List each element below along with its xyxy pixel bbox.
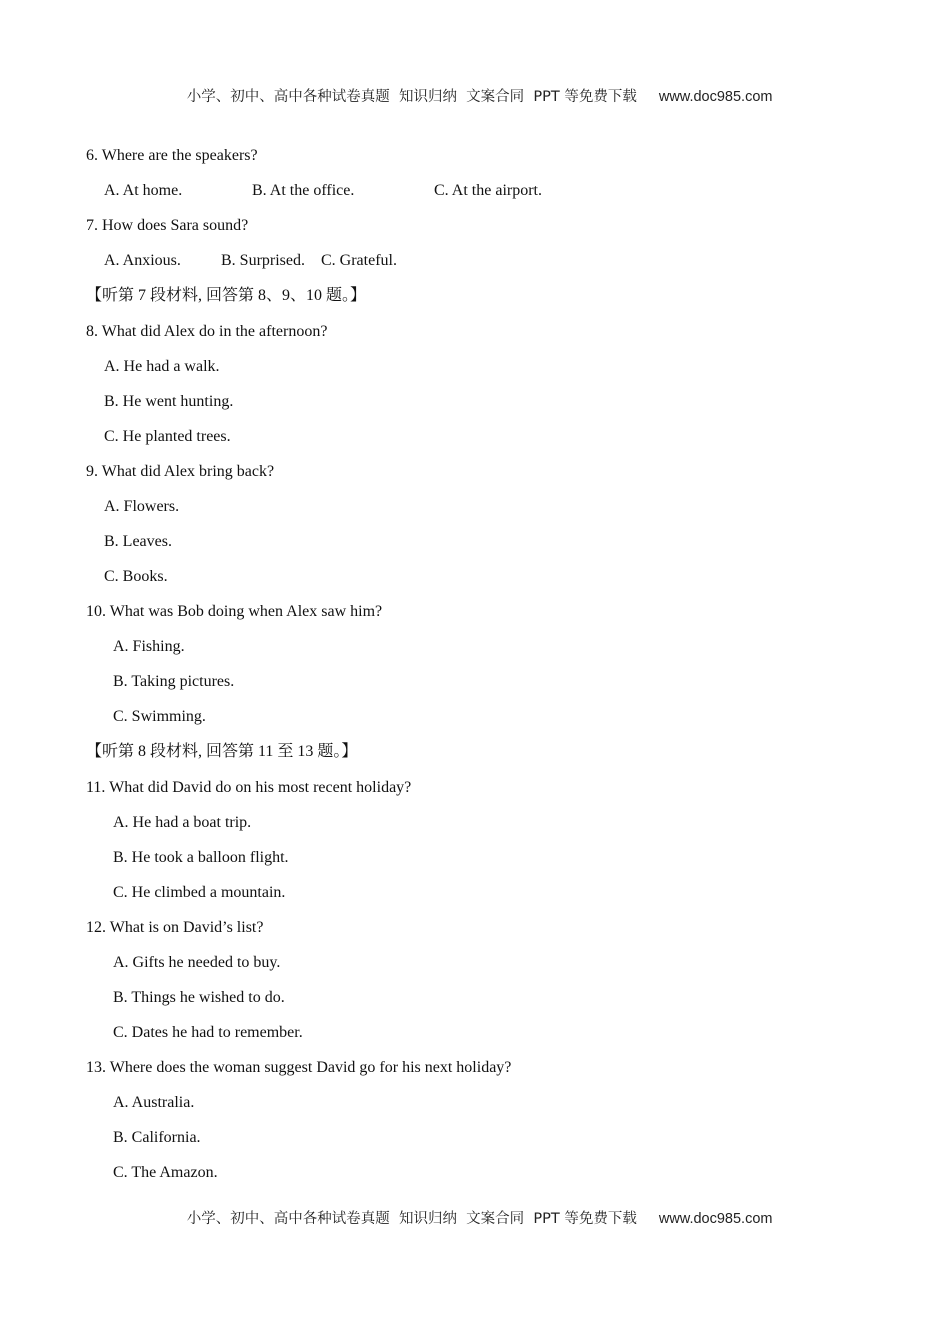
q7-option-a: A. Anxious. xyxy=(104,252,181,269)
q12-option-b: B. Things he wished to do. xyxy=(113,989,285,1006)
question-7: 7. How does Sara sound? xyxy=(86,217,249,234)
q10-option-b: B. Taking pictures. xyxy=(113,673,235,690)
q6-option-a: A. At home. xyxy=(104,182,183,199)
q6-option-c: C. At the airport. xyxy=(434,182,542,199)
question-9: 9. What did Alex bring back? xyxy=(86,463,275,480)
q9-option-a: A. Flowers. xyxy=(104,498,180,515)
q11-option-b: B. He took a balloon flight. xyxy=(113,849,289,866)
q7-option-b: B. Surprised. xyxy=(221,252,305,269)
q8-option-a: A. He had a walk. xyxy=(104,358,220,375)
q13-option-a: A. Australia. xyxy=(113,1094,195,1111)
question-6: 6. Where are the speakers? xyxy=(86,147,258,164)
page-footer xyxy=(0,1191,950,1228)
q9-option-c: C. Books. xyxy=(104,568,168,585)
q12-option-a: A. Gifts he needed to buy. xyxy=(113,954,281,971)
q13-option-b: B. California. xyxy=(113,1129,201,1146)
header-text: 小学、初中、高中各种试卷真题 知识归纳 文案合同 PPT 等免费下载 xyxy=(186,89,637,105)
q11-option-a: A. He had a boat trip. xyxy=(113,814,252,831)
question-8: 8. What did Alex do in the afternoon? xyxy=(86,323,328,340)
footer-text: 小学、初中、高中各种试卷真题 知识归纳 文案合同 PPT 等免费下载 xyxy=(186,1211,637,1227)
header-site-link[interactable]: www.doc985.com xyxy=(658,89,773,105)
q6-option-b: B. At the office. xyxy=(252,182,355,199)
section-8-heading: 【听第 8 段材料, 回答第 11 至 13 题。】 xyxy=(86,743,358,760)
q7-option-c: C. Grateful. xyxy=(321,252,397,269)
q9-option-b: B. Leaves. xyxy=(104,533,172,550)
question-10: 10. What was Bob doing when Alex saw him? xyxy=(86,603,383,620)
page-header xyxy=(0,69,950,106)
q8-option-c: C. He planted trees. xyxy=(104,428,231,445)
question-11: 11. What did David do on his most recent holiday? xyxy=(86,779,412,796)
q12-option-c: C. Dates he had to remember. xyxy=(113,1024,303,1041)
section-7-heading: 【听第 7 段材料, 回答第 8、9、10 题。】 xyxy=(86,287,367,304)
question-12: 12. What is on David’s list? xyxy=(86,919,264,936)
q8-option-b: B. He went hunting. xyxy=(104,393,234,410)
q10-option-c: C. Swimming. xyxy=(113,708,206,725)
q11-option-c: C. He climbed a mountain. xyxy=(113,884,286,901)
q10-option-a: A. Fishing. xyxy=(113,638,185,655)
footer-site-link[interactable]: www.doc985.com xyxy=(658,1211,773,1227)
question-13: 13. Where does the woman suggest David go for his next holiday? xyxy=(86,1059,512,1076)
q13-option-c: C. The Amazon. xyxy=(113,1164,218,1181)
